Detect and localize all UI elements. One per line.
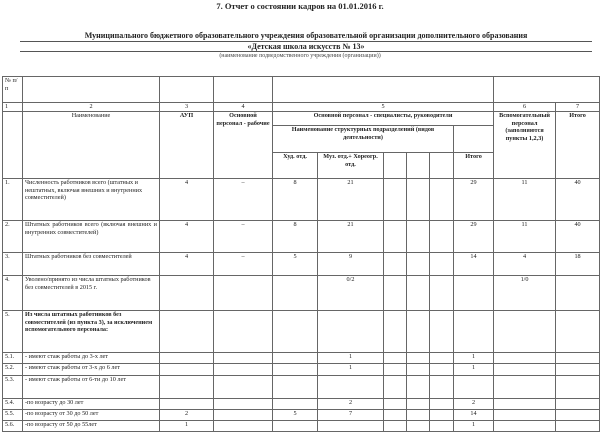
row-name: Из числа штатных работников без совместителей (из пункта 3), за исключением вспомогательного персонала: xyxy=(23,311,160,353)
cell-value: 2 xyxy=(318,399,384,410)
row-name: - имеют стаж работы от 6-ти до 10 лет xyxy=(23,376,160,399)
cell-value xyxy=(430,311,454,353)
header-main-staff: Основной персонал - специалисты, руководители xyxy=(273,112,494,126)
cell-value: 29 xyxy=(454,179,494,221)
cell-value xyxy=(556,276,600,311)
cell-value xyxy=(273,421,318,432)
row-number: 5.1. xyxy=(3,353,23,364)
num-row xyxy=(3,77,600,103)
table-row xyxy=(3,253,600,276)
cell-value xyxy=(454,376,494,399)
table-row xyxy=(3,421,600,432)
cell-value xyxy=(214,276,273,311)
cell-value xyxy=(318,421,384,432)
cell-value xyxy=(384,364,407,376)
cell-value: 4 xyxy=(160,221,214,253)
cell-value: – xyxy=(214,221,273,253)
col-number: 2 xyxy=(23,103,160,112)
cell-value: 4 xyxy=(160,179,214,221)
cell-value xyxy=(494,364,556,376)
cell-value: 1 xyxy=(454,421,494,432)
cell-value xyxy=(556,410,600,421)
table-row xyxy=(3,376,600,399)
table-row xyxy=(3,364,600,376)
cell-value: 5 xyxy=(273,410,318,421)
cell-value xyxy=(407,179,430,221)
cell-value xyxy=(384,421,407,432)
cell-value xyxy=(494,410,556,421)
row-name: Штатных работников без совместителей xyxy=(23,253,160,276)
report-title: 7. Отчет о состоянии кадров на 01.01.2016 г. xyxy=(216,1,384,11)
cell-value: – xyxy=(214,253,273,276)
cell-value: 29 xyxy=(454,221,494,253)
cell-value xyxy=(384,410,407,421)
table-row xyxy=(3,276,600,311)
staff-table xyxy=(2,76,600,432)
cell-value xyxy=(556,421,600,432)
cell-value xyxy=(430,376,454,399)
cell-value xyxy=(430,253,454,276)
cell-value: 2 xyxy=(160,410,214,421)
col-number: 1 xyxy=(3,103,23,112)
table-row xyxy=(3,410,600,421)
row-number: 5.3. xyxy=(3,376,23,399)
cell-value xyxy=(407,376,430,399)
cell-value xyxy=(430,399,454,410)
cell-value xyxy=(494,399,556,410)
row-name: Уволено/принято из числа штатных работников без совместителей в 2015 г. xyxy=(23,276,160,311)
col-number: 6 xyxy=(494,103,556,112)
row-name: Штатных работников всего (включая внешних и внутренних совместителей) xyxy=(23,221,160,253)
row-number: 5.5. xyxy=(3,410,23,421)
cell-value xyxy=(384,376,407,399)
col-number: 3 xyxy=(160,103,214,112)
col-number: 4 xyxy=(214,103,273,112)
row-number: 5. xyxy=(3,311,23,353)
cell-value: 14 xyxy=(454,410,494,421)
row-number: 5.4. xyxy=(3,399,23,410)
cell-value: 0/2 xyxy=(318,276,384,311)
row-number: 3. xyxy=(3,253,23,276)
cell-value xyxy=(214,399,273,410)
row-number: 2. xyxy=(3,221,23,253)
table-row xyxy=(3,399,600,410)
cell-value xyxy=(430,410,454,421)
cell-value: 1 xyxy=(454,353,494,364)
cell-value xyxy=(494,376,556,399)
row-name: - имеют стаж работы до 3-х лет xyxy=(23,353,160,364)
cell-value xyxy=(556,399,600,410)
header-aux: Вспомогательный персонал (заполняются пункты 1,2,3) xyxy=(494,112,556,179)
cell-value: 8 xyxy=(273,221,318,253)
cell-value xyxy=(556,364,600,376)
col-number: 5 xyxy=(273,103,494,112)
cell-value xyxy=(407,276,430,311)
cell-value xyxy=(384,311,407,353)
cell-value: 5 xyxy=(273,253,318,276)
cell-value xyxy=(430,364,454,376)
row-name: -по возрасту от 50 до 55лет xyxy=(23,421,160,432)
cell-value xyxy=(273,364,318,376)
cell-value: – xyxy=(214,179,273,221)
cell-value: 21 xyxy=(318,179,384,221)
cell-value: 11 xyxy=(494,221,556,253)
cell-value xyxy=(407,311,430,353)
cell-value xyxy=(430,353,454,364)
row-name: -по возрасту от 30 до 50 лет xyxy=(23,410,160,421)
cell-value xyxy=(384,221,407,253)
cell-value xyxy=(384,276,407,311)
cell-value xyxy=(430,179,454,221)
header-art: Худ. отд. xyxy=(273,153,318,179)
cell-value xyxy=(494,311,556,353)
table-row xyxy=(3,311,600,353)
column-numbers-row xyxy=(3,103,600,112)
cell-value xyxy=(160,376,214,399)
cell-value: 1 xyxy=(318,364,384,376)
row-number: 5.6. xyxy=(3,421,23,432)
header-subdivisions: Наименование структурных подразделений (видов деятельности) xyxy=(273,126,454,153)
cell-value: 18 xyxy=(556,253,600,276)
cell-value xyxy=(160,353,214,364)
cell-value xyxy=(384,253,407,276)
header-total: Итого xyxy=(556,112,600,179)
cell-value xyxy=(384,399,407,410)
table-row xyxy=(3,179,600,221)
cell-value xyxy=(430,276,454,311)
cell-value xyxy=(494,421,556,432)
col-number: 7 xyxy=(556,103,600,112)
cell-value: 40 xyxy=(556,179,600,221)
cell-value xyxy=(214,311,273,353)
cell-value xyxy=(407,253,430,276)
header-music: Муз. отд.+ Хореогр. отд. xyxy=(318,153,384,179)
cell-value xyxy=(454,276,494,311)
cell-value: 2 xyxy=(454,399,494,410)
cell-value xyxy=(454,311,494,353)
cell-value: 4 xyxy=(160,253,214,276)
cell-value xyxy=(556,376,600,399)
header-aup: АУП xyxy=(160,112,214,179)
cell-value xyxy=(160,399,214,410)
cell-value: 1 xyxy=(454,364,494,376)
cell-value xyxy=(214,421,273,432)
row-number: 5.2. xyxy=(3,364,23,376)
cell-value xyxy=(160,364,214,376)
cell-value xyxy=(214,364,273,376)
cell-value xyxy=(273,311,318,353)
cell-value: 9 xyxy=(318,253,384,276)
cell-value xyxy=(273,276,318,311)
cell-value xyxy=(160,276,214,311)
cell-value xyxy=(384,179,407,221)
cell-value: 1 xyxy=(318,353,384,364)
header-subtotal: Итого xyxy=(454,153,494,179)
cell-value: 4 xyxy=(494,253,556,276)
row-number: 1. xyxy=(3,179,23,221)
row-number: 4. xyxy=(3,276,23,311)
cell-value xyxy=(556,353,600,364)
header-num: № п/п xyxy=(3,77,23,103)
cell-value xyxy=(273,399,318,410)
header-name: Наименование xyxy=(23,112,160,179)
cell-value xyxy=(214,410,273,421)
cell-value xyxy=(494,353,556,364)
cell-value: 21 xyxy=(318,221,384,253)
cell-value xyxy=(407,399,430,410)
cell-value xyxy=(407,353,430,364)
cell-value xyxy=(407,364,430,376)
cell-value xyxy=(273,353,318,364)
table-row xyxy=(3,353,600,364)
cell-value xyxy=(214,376,273,399)
cell-value xyxy=(160,311,214,353)
cell-value: 14 xyxy=(454,253,494,276)
table-row xyxy=(3,221,600,253)
cell-value: 8 xyxy=(273,179,318,221)
cell-value xyxy=(384,353,407,364)
cell-value xyxy=(407,410,430,421)
cell-value xyxy=(430,421,454,432)
cell-value: 11 xyxy=(494,179,556,221)
cell-value: 1/0 xyxy=(494,276,556,311)
cell-value xyxy=(407,221,430,253)
caption: (наименование подведомственного учреждения (организации)) xyxy=(219,53,381,59)
cell-value xyxy=(556,311,600,353)
cell-value: 1 xyxy=(160,421,214,432)
row-name: -по возрасту до 30 лет xyxy=(23,399,160,410)
cell-value xyxy=(214,353,273,364)
cell-value xyxy=(407,421,430,432)
school-name: «Детская школа искусств № 13» xyxy=(20,42,592,52)
header-workers: Основной персонал - рабочие xyxy=(214,112,273,179)
cell-value: 40 xyxy=(556,221,600,253)
cell-value xyxy=(318,311,384,353)
cell-value xyxy=(318,376,384,399)
cell-value: 7 xyxy=(318,410,384,421)
row-name: - имеют стаж работы от 3-х до 6 лет xyxy=(23,364,160,376)
cell-value xyxy=(273,376,318,399)
row-name: Численность работников всего (штатных и нештатных, включая внешних и внутренних совместителей) xyxy=(23,179,160,221)
cell-value xyxy=(430,221,454,253)
organization-name: Муниципального бюджетного образовательного учреждения образовательной организации дополнительного образования xyxy=(20,31,592,42)
